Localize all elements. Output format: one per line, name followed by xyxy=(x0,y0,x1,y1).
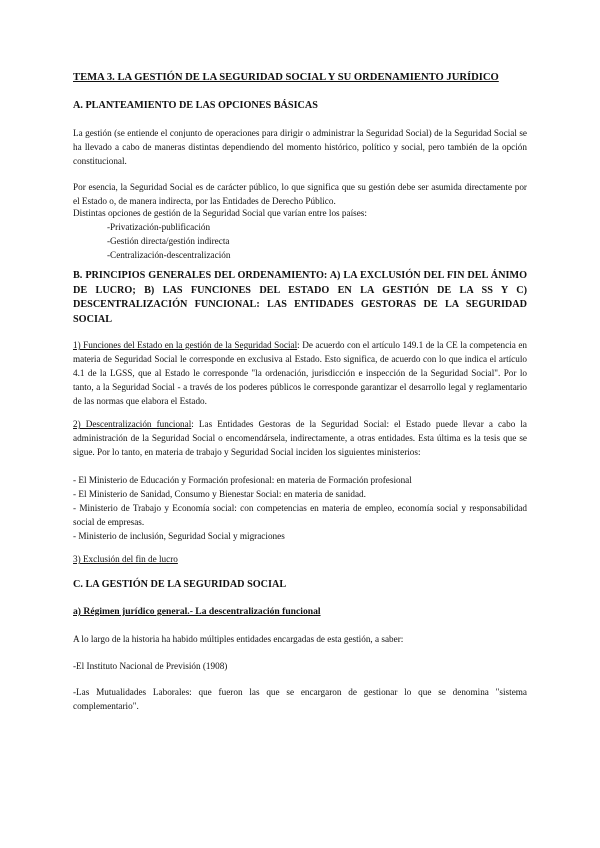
item-3-label: 3) Exclusión del fin de lucro xyxy=(73,554,178,564)
section-c-paragraph-3: -Las Mutualidades Laborales: que fueron las que se encargaron de gestionar lo que se denomina "sistema complementario". xyxy=(73,687,527,711)
document-title: TEMA 3. LA GESTIÓN DE LA SEGURIDAD SOCIAL Y SU ORDENAMIENTO JURÍDICO xyxy=(73,72,499,83)
item-2-label: 2) Descentralización funcional xyxy=(73,419,192,429)
section-a-heading: A. PLANTEAMIENTO DE LAS OPCIONES BÁSICAS xyxy=(73,100,318,111)
ministries-list xyxy=(73,473,527,543)
section-c-heading: C. LA GESTIÓN DE LA SEGURIDAD SOCIAL xyxy=(73,579,287,590)
item-1-label: 1) Funciones del Estado en la gestión de la Seguridad Social xyxy=(73,340,298,350)
section-b-item-2 xyxy=(73,417,527,459)
options-list xyxy=(107,220,230,262)
list-item: - Ministerio de inclusión, Seguridad Social y migraciones xyxy=(73,531,285,541)
item-1-text: : De acuerdo con el artículo 149.1 de la CE la competencia en materia de Seguridad Social le corresponde en exclusiva al Estado. Esto significa, de acuerdo con lo que indica el artículo 4.1 de la LGSS, que al Estado le corresponde "la ordenación, jurisdicción e inspección de la Seguridad Social". Por lo tanto, a la Seguridad Social - a través de los poderes públicos le corresponde garantizar el desarrollo legal y reglamentario de las normas que elabora el Estado. xyxy=(73,340,528,406)
section-c-subheading: a) Régimen jurídico general.- La descentralización funcional xyxy=(73,606,321,617)
section-a-paragraph-1: La gestión (se entiende el conjunto de operaciones para dirigir o administrar la Seguridad Social) de la Seguridad Social se ha llevado a cabo de maneras distintas dependiendo del momento histórico, político y social, pero también de la opción constitucional. xyxy=(73,128,527,166)
item-2-text: : Las Entidades Gestoras de la Seguridad Social: el Estado puede llevar a cabo la administración de la Seguridad Social o encomendársela, indirectamente, a otras entidades. Esta última es la tesis que se sigue. Por lo tanto, en materia de trabajo y Seguridad Social inciden los siguientes ministerios: xyxy=(73,419,528,457)
section-b-item-3 xyxy=(73,552,527,566)
list-item: -Gestión directa/gestión indirecta xyxy=(107,236,230,246)
list-item: -Centralización-descentralización xyxy=(107,250,231,260)
list-item: -Privatización-publificación xyxy=(107,222,211,232)
section-b-heading: B. PRINCIPIOS GENERALES DEL ORDENAMIENTO: A) LA EXCLUSIÓN DEL FIN DEL ÁNIMO DE LUCRO; B) LAS FUNCIONES DEL ESTADO EN LA GESTIÓN DE LA SS Y C) DESCENTRALIZACIÓN FUNCIONAL: LAS ENTIDADES GESTORAS DE LA SEGURIDAD SOCIAL xyxy=(73,270,527,325)
section-a-paragraph-3: Distintas opciones de gestión de la Seguridad Social que varían entre los países: xyxy=(73,208,367,218)
list-item: - El Ministerio de Sanidad, Consumo y Bienestar Social: en materia de sanidad. xyxy=(73,489,366,499)
section-c-paragraph-1: A lo largo de la historia ha habido múltiples entidades encargadas de esta gestión, a saber: xyxy=(73,634,404,644)
list-item: - Ministerio de Trabajo y Economía social: con competencias en materia de empleo, economía social y responsabilidad social de empresas. xyxy=(73,503,527,527)
section-b-item-1 xyxy=(73,338,527,408)
list-item: - El Ministerio de Educación y Formación profesional: en materia de Formación profesional xyxy=(73,475,412,485)
section-a-paragraph-2: Por esencia, la Seguridad Social es de carácter público, lo que significa que su gestión debe ser asumida directamente por el Estado o, de manera indirecta, por las Entidades de Derecho Público. xyxy=(73,182,527,206)
section-c-paragraph-2: -El Instituto Nacional de Previsión (1908) xyxy=(73,661,228,671)
